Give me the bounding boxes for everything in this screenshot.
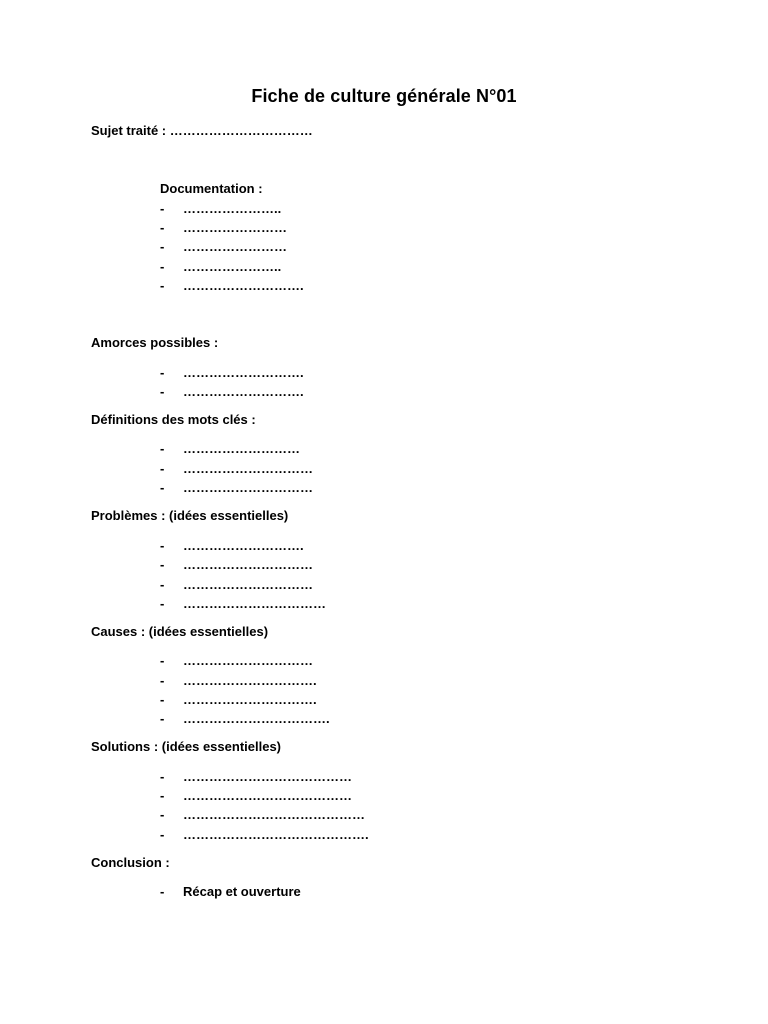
conclusion-item-text: Récap et ouverture bbox=[183, 884, 301, 899]
bullet-dash: - bbox=[160, 769, 165, 784]
documentation-item-text: …………………… bbox=[183, 239, 287, 254]
bullet-dash: - bbox=[160, 577, 165, 592]
amorces-heading: Amorces possibles : bbox=[91, 335, 219, 350]
bullet-dash: - bbox=[160, 365, 165, 380]
problemes-heading: Problèmes : (idées essentielles) bbox=[91, 508, 289, 523]
bullet-dash: - bbox=[160, 596, 165, 611]
document-title: Fiche de culture générale N°01 bbox=[251, 86, 517, 106]
conclusion-heading: Conclusion : bbox=[91, 855, 170, 870]
problemes-item-text: ………………………. bbox=[183, 538, 304, 553]
subject-label: Sujet traité : …………………………… bbox=[91, 123, 313, 138]
bullet-dash: - bbox=[160, 692, 165, 707]
documentation-heading: Documentation : bbox=[160, 181, 263, 196]
solutions-item-text: ………………………………… bbox=[183, 769, 352, 784]
solutions-item-text: ……………………………………. bbox=[183, 827, 369, 842]
documentation-item-text: ………………….. bbox=[183, 259, 282, 274]
bullet-dash: - bbox=[160, 239, 165, 254]
bullet-dash: - bbox=[160, 711, 165, 726]
bullet-dash: - bbox=[160, 673, 165, 688]
documentation-item-text: …………………… bbox=[183, 220, 287, 235]
causes-item-text: ……………………………. bbox=[183, 711, 330, 726]
causes-item-text: …………………………. bbox=[183, 673, 317, 688]
amorces-item-text: ………………………. bbox=[183, 384, 304, 399]
causes-heading: Causes : (idées essentielles) bbox=[91, 624, 269, 639]
problemes-item-text: …………………………… bbox=[183, 596, 326, 611]
bullet-dash: - bbox=[160, 278, 165, 293]
causes-item-text: …………………………. bbox=[183, 692, 317, 707]
causes-item-text: ………………………… bbox=[183, 653, 313, 668]
bullet-dash: - bbox=[160, 441, 165, 456]
bullet-dash: - bbox=[160, 788, 165, 803]
problemes-item-text: ………………………… bbox=[183, 577, 313, 592]
problemes-item-text: ………………………… bbox=[183, 557, 313, 572]
definitions-item-text: ………………………… bbox=[183, 480, 313, 495]
documentation-item-text: ………………………. bbox=[183, 278, 304, 293]
solutions-item-text: …………………………………… bbox=[183, 807, 365, 822]
solutions-item-text: ………………………………… bbox=[183, 788, 352, 803]
solutions-heading: Solutions : (idées essentielles) bbox=[91, 739, 281, 754]
bullet-dash: - bbox=[160, 461, 165, 476]
bullet-dash: - bbox=[160, 384, 165, 399]
documentation-item-text: ………………….. bbox=[183, 201, 282, 216]
bullet-dash: - bbox=[160, 827, 165, 842]
bullet-dash: - bbox=[160, 220, 165, 235]
bullet-dash: - bbox=[160, 201, 165, 216]
bullet-dash: - bbox=[160, 480, 165, 495]
bullet-dash: - bbox=[160, 884, 165, 899]
bullet-dash: - bbox=[160, 538, 165, 553]
amorces-item-text: ………………………. bbox=[183, 365, 304, 380]
definitions-heading: Définitions des mots clés : bbox=[91, 412, 256, 427]
bullet-dash: - bbox=[160, 653, 165, 668]
definitions-item-text: ………………………… bbox=[183, 461, 313, 476]
bullet-dash: - bbox=[160, 807, 165, 822]
bullet-dash: - bbox=[160, 557, 165, 572]
bullet-dash: - bbox=[160, 259, 165, 274]
definitions-item-text: ……………………… bbox=[183, 441, 300, 456]
